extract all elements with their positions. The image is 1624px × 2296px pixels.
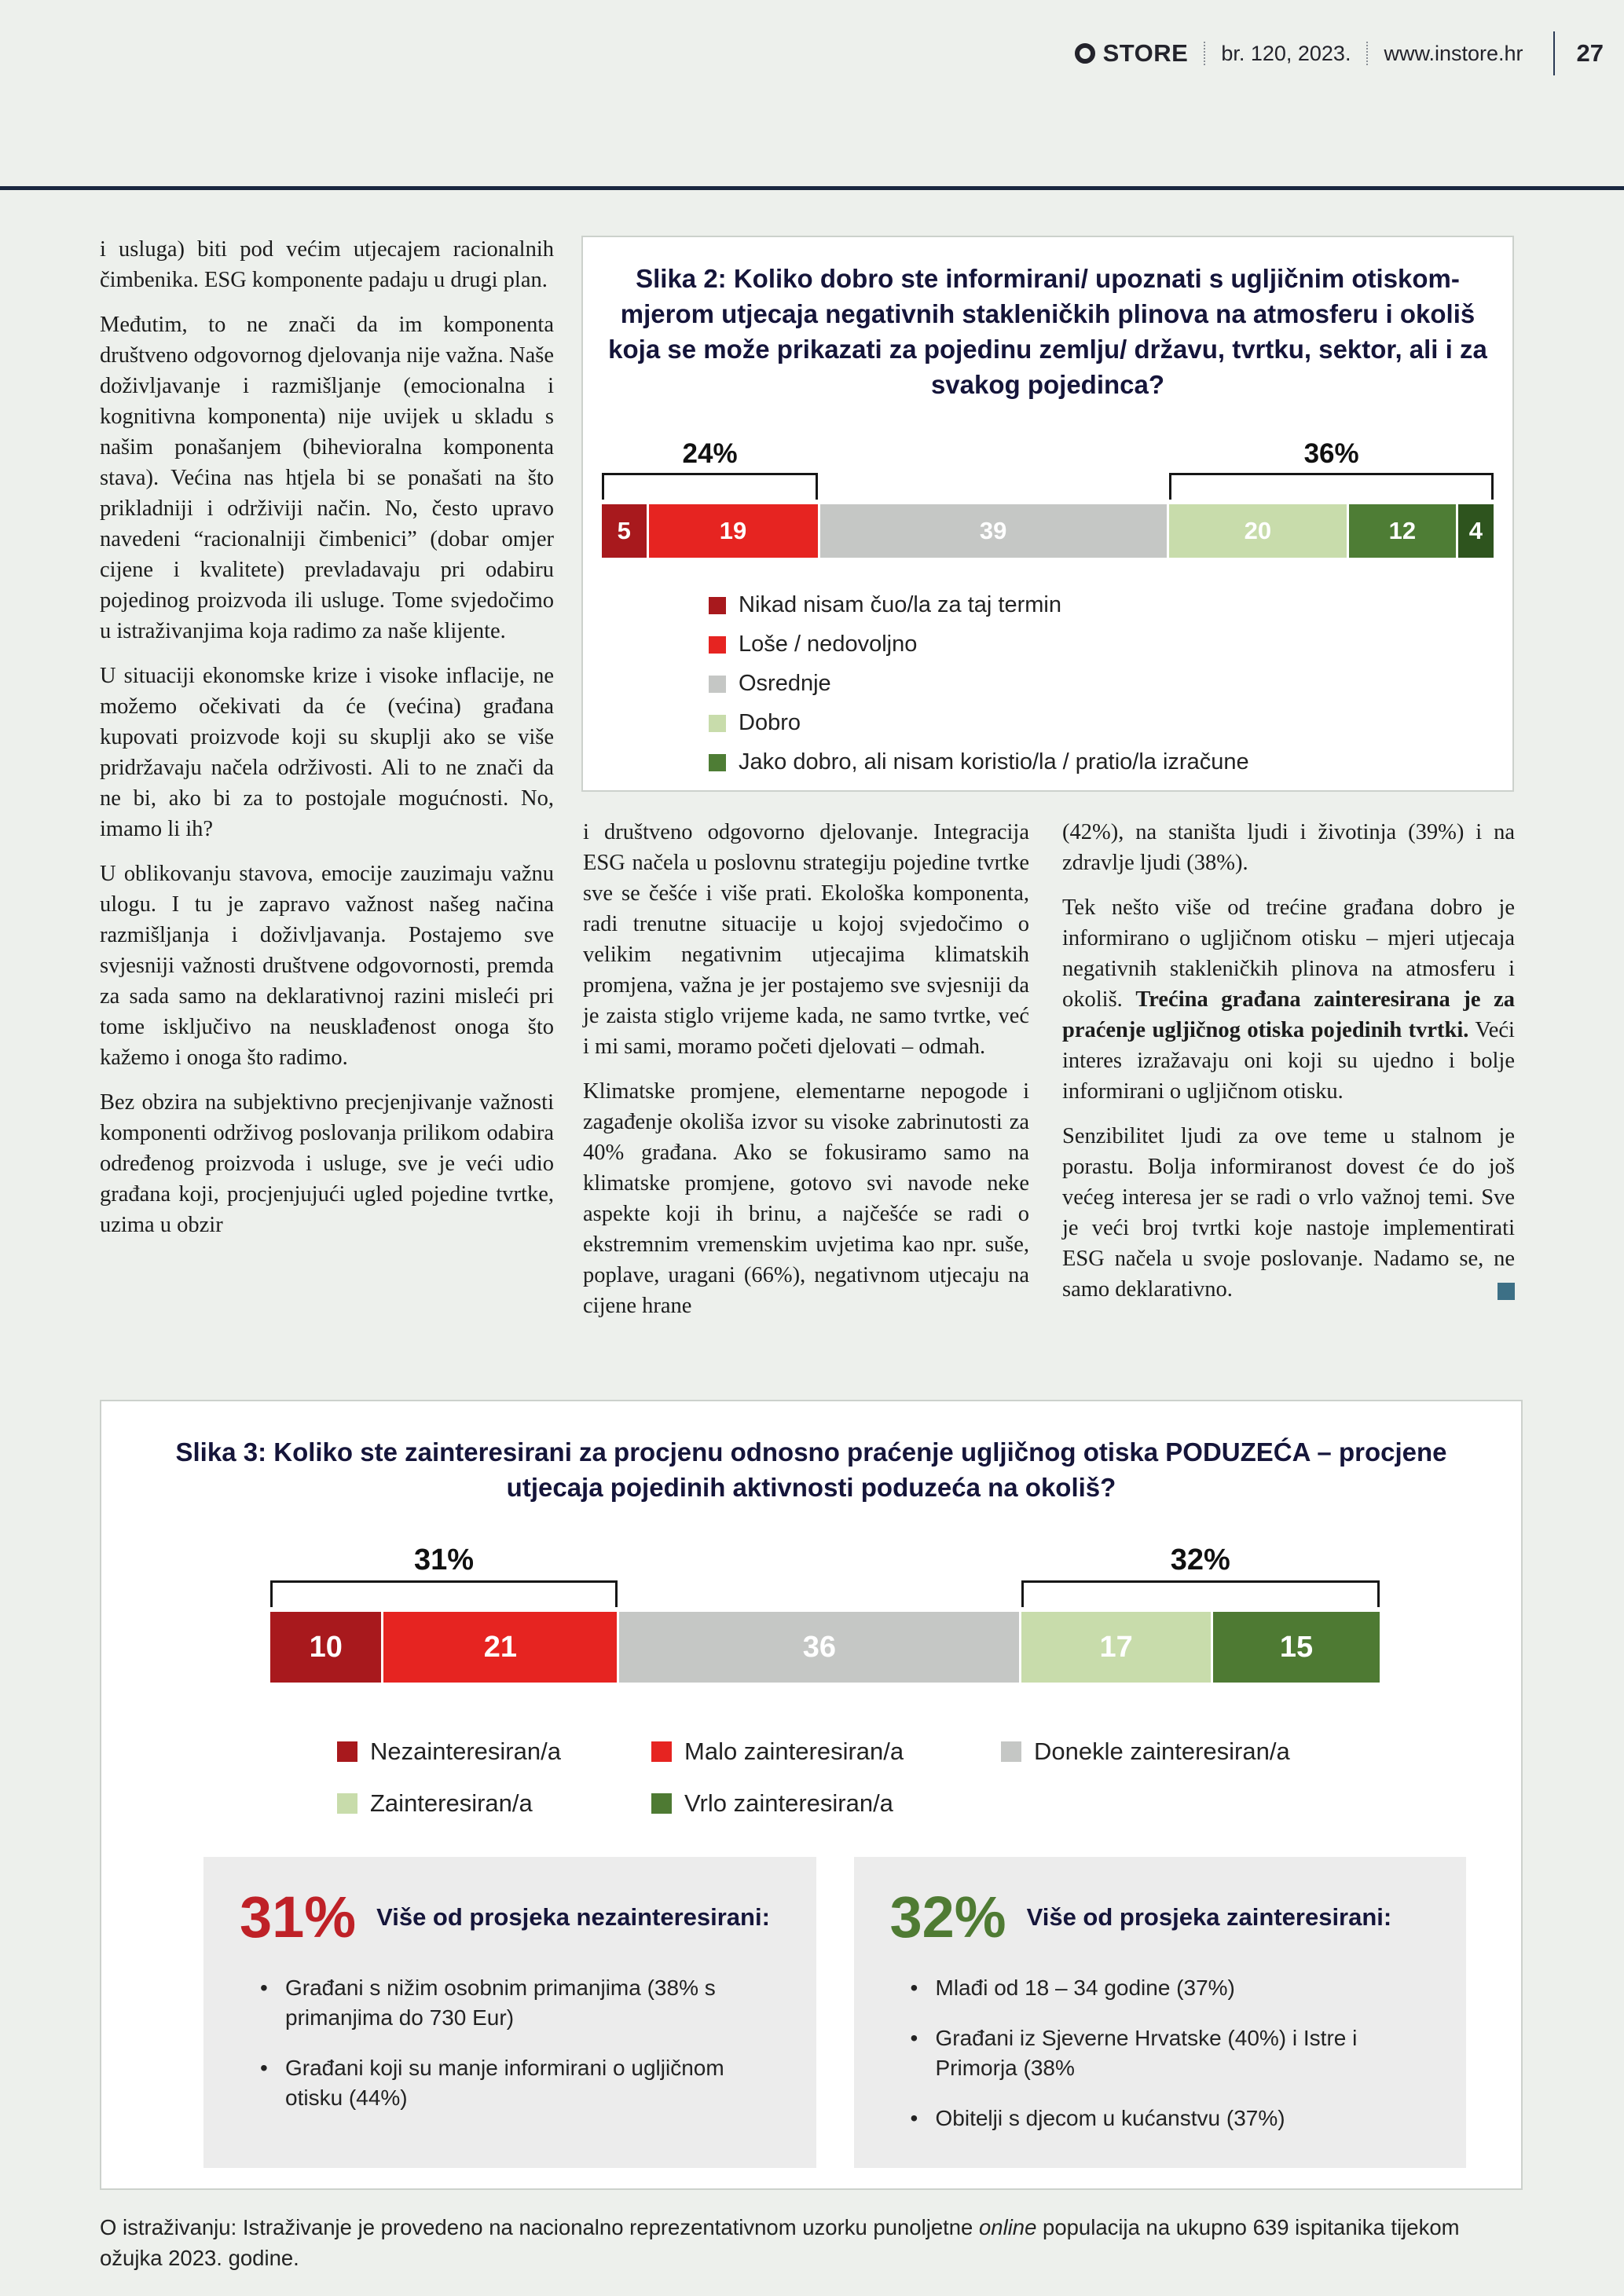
summary-box-uninterested	[203, 1857, 816, 2168]
article-paragraph	[1062, 892, 1515, 1107]
legend-item	[337, 1789, 651, 1818]
bar-segment: 4	[1458, 504, 1494, 558]
bracket	[270, 1543, 618, 1607]
legend-item	[709, 749, 1494, 775]
website-url[interactable]: www.instore.hr	[1384, 41, 1523, 65]
legend-label: Jako dobro, ali nisam koristio/la / pratio/la izračune	[739, 749, 1249, 774]
legend-label: Zainteresiran/a	[370, 1789, 533, 1817]
summary-title: Više od prosjeka nezainteresirani:	[376, 1903, 770, 1931]
legend-label: Dobro	[739, 710, 801, 735]
summary-header	[889, 1884, 1431, 1950]
article-paragraph: i društveno odgovorno djelovanje. Integracija ESG načela u poslovnu strategiju pojedine tvrtke sve se češće i više prati. Ekološka komponenta, radi trenutne situacije u kojoj svjedočimo o velikim negativnim utjecajima klimatskih promjena, važna je jer postajemo sve svjesniji da je zaista stiglo vrijeme kada, ne samo tvrtke, već i mi sami, moramo početi djelovati – odmah.	[583, 820, 1029, 1059]
research-footnote	[100, 2212, 1523, 2273]
bar-segment: 12	[1349, 504, 1456, 558]
summary-box-interested	[854, 1857, 1467, 2168]
instore-logo	[1075, 39, 1189, 68]
footnote-text: O istraživanju: Istraživanje je provedeno na nacionalno reprezentativnom uzorku punoljetne	[100, 2215, 979, 2239]
footnote-italic-text: online	[979, 2215, 1037, 2239]
bracket	[1169, 438, 1494, 500]
legend-swatch	[1001, 1741, 1021, 1762]
paragraph-text: Tek nešto više od trećine građana dobro je informirano o ugljičnom otisku – mjeri utjecaja negativnih stakleničkih plinova na atmosferu i okoliš.	[1062, 895, 1515, 1012]
header-rule	[0, 186, 1624, 190]
bar-segment: 10	[270, 1612, 381, 1683]
legend-label: Osrednje	[739, 671, 831, 696]
legend-swatch	[709, 597, 726, 614]
figure-3-legend	[337, 1738, 1521, 1818]
figure-2-legend	[709, 592, 1494, 775]
bracket-percentage-label: 24%	[682, 438, 738, 469]
legend-item	[709, 710, 1494, 736]
footnote-text: populacija na ukupno 639 ispitanika tijekom ožujka 2023. godine.	[100, 2215, 1460, 2270]
bullet-item: • Građani koji su manje informirani o ugljičnom otisku (44%)	[260, 2053, 780, 2113]
page-header	[0, 31, 1604, 75]
summary-percentage: 31%	[240, 1884, 357, 1950]
legend-item	[337, 1738, 651, 1766]
legend-item	[709, 592, 1494, 618]
article-paragraph	[1062, 1121, 1515, 1305]
summary-boxes	[203, 1857, 1466, 2168]
end-of-article-mark	[1498, 1283, 1515, 1300]
issue-number: br. 120, 2023.	[1221, 41, 1351, 65]
summary-header	[240, 1884, 780, 1950]
instore-logo-icon	[1075, 43, 1095, 64]
legend-swatch	[709, 636, 726, 654]
figure-2-bar-area	[602, 424, 1494, 558]
header-separator	[1366, 42, 1368, 65]
legend-label: Nikad nisam čuo/la za taj termin	[739, 592, 1061, 617]
legend-item	[709, 671, 1494, 697]
legend-swatch	[337, 1793, 357, 1814]
bullet-item: • Građani s nižim osobnim primanjima (38% s primanjima do 730 Eur)	[260, 1973, 780, 2033]
legend-label: Malo zainteresiran/a	[684, 1738, 904, 1765]
article-column-3	[1062, 817, 1515, 1319]
article-column-2	[583, 817, 1029, 1335]
article-column-1	[100, 234, 554, 1254]
figure-3-bar-area	[270, 1532, 1380, 1683]
legend-label: Donekle zainteresiran/a	[1034, 1738, 1290, 1765]
bar-segment: 5	[602, 504, 647, 558]
page-number: 27	[1553, 31, 1604, 75]
legend-swatch	[651, 1741, 672, 1762]
article-paragraph: (42%), na staništa ljudi i životinja (39%) i na zdravlje ljudi (38%).	[1062, 820, 1515, 875]
figure-3-brackets	[270, 1532, 1380, 1612]
summary-percentage: 32%	[889, 1884, 1006, 1950]
article-paragraph: Bez obzira na subjektivno precjenjivanje važnosti komponenti održivog poslovanja prilikom odabira određenog proizvoda i usluge, sve je veći udio građana koji, procjenjujući ugled pojedine tvrtke, uzima u obzir	[100, 1090, 554, 1237]
bullet-item: • Mlađi od 18 – 34 godine (37%)	[911, 1973, 1431, 2003]
figure-2-title: Slika 2: Koliko dobro ste informirani/ upoznati s ugljičnim otiskom-mjerom utjecaja negativnih stakleničkih plinova na atmosferu i okoliš koja se može prikazati za pojedinu zemlju/ državu, tvrtku, sektor, ali i za svakog pojedinca?	[608, 264, 1487, 399]
bullet-item: • Obitelji s djecom u kućanstvu (37%)	[911, 2104, 1431, 2133]
figure-3-stacked-bar	[270, 1612, 1380, 1683]
bullet-item: • Građani iz Sjeverne Hrvatske (40%) i Istre i Primorja (38%	[911, 2023, 1431, 2083]
bar-segment: 39	[820, 504, 1167, 558]
bracket	[602, 438, 818, 500]
legend-item	[651, 1789, 1001, 1818]
article-paragraph: Klimatske promjene, elementarne nepogode i zagađenje okoliša izvor su visoke zabrinutosti za 40% građana. Ako se fokusiramo samo na klimatske promjene, gotovo svi navode neke aspekte koji ih brinu, a najčešće se radi o ekstremnim vremenskim uvjetima kao npr. suše, poplave, uragani (66%), negativnom utjecaju na cijene hrane	[583, 1079, 1029, 1318]
article-paragraph: U oblikovanju stavova, emocije zauzimaju važnu ulogu. I tu je zapravo važnost našeg načina razmišljanja i doživljavanja. Postajemo sve svjesniji važnosti društvene odgovornosti, premda za sada samo na deklarativnoj razini misleći pri tome isključivo na neusklađenost onoga što kažemo i onoga što radimo.	[100, 862, 554, 1070]
article-paragraph: i usluga) biti pod većim utjecajem racionalnih čimbenika. ESG komponente padaju u drugi plan.	[100, 237, 554, 292]
legend-label: Loše / nedovoljno	[739, 632, 918, 657]
figure-2-panel	[581, 236, 1514, 792]
brand-name: STORE	[1102, 39, 1189, 67]
legend-swatch	[337, 1741, 357, 1762]
legend-item	[651, 1738, 1001, 1766]
figure-2-brackets	[602, 424, 1494, 504]
legend-swatch	[709, 676, 726, 693]
bracket-percentage-label: 36%	[1303, 438, 1359, 469]
paragraph-text: Veći interes izražavaju oni koji su ujedno i bolje informirani o ugljičnom otisku.	[1062, 1018, 1515, 1104]
bracket	[1021, 1543, 1380, 1607]
article-paragraph: U situaciji ekonomske krize i visoke inflacije, ne možemo očekivati da će (većina) građana kupovati proizvode koji su skuplji ako se više pridržavaju načela održivosti. Ali to ne znači da ne bi, ako bi za to postojale mogućnosti. No, imamo li ih?	[100, 664, 554, 841]
bar-segment: 36	[619, 1612, 1019, 1683]
legend-item	[709, 632, 1494, 657]
legend-swatch	[709, 715, 726, 732]
summary-bullet-list	[240, 1973, 780, 2113]
header-separator	[1204, 42, 1205, 65]
legend-item	[1001, 1738, 1521, 1766]
bar-segment: 19	[649, 504, 818, 558]
legend-label: Nezainteresiran/a	[370, 1738, 561, 1765]
summary-title: Više od prosjeka zainteresirani:	[1026, 1903, 1392, 1931]
figure-3-title: Slika 3: Koliko ste zainteresirani za procjenu odnosno praćenje ugljičnog otiska PODUZEĆA – procjene utjecaja pojedinih aktivnosti poduzeća na okoliš?	[175, 1437, 1447, 1502]
summary-bullet-list	[890, 1973, 1431, 2133]
legend-swatch	[651, 1793, 672, 1814]
bracket-percentage-label: 31%	[414, 1543, 475, 1576]
legend-swatch	[709, 754, 726, 771]
bracket-percentage-label: 32%	[1170, 1543, 1230, 1576]
legend-label: Vrlo zainteresiran/a	[684, 1789, 893, 1817]
bar-segment: 21	[383, 1612, 617, 1683]
figure-2-stacked-bar	[602, 504, 1494, 558]
bar-segment: 20	[1169, 504, 1347, 558]
paragraph-bold-text: Trećina građana zainteresirana je za praćenje ugljičnog otiska pojedinih tvrtki.	[1062, 987, 1515, 1042]
bar-segment: 15	[1213, 1612, 1380, 1683]
article-paragraph: Međutim, to ne znači da im komponenta društveno odgovornog djelovanja nije važna. Naše doživljavanje i razmišljanje (emocionalna i kognitivna komponenta) nije uvijek u skladu s našim ponašanjem (bihevioralna komponenta stava). Većina nas htjela bi se ponašati na što prikladniji i održiviji način. No, često upravo navedeni “racionalniji čimbenici” (dobar omjer cijene i kvalitete) prevladavaju pri odabiru pojedinog proizvoda ili usluge. Tome svjedočimo u istraživanjima koja radimo za naše klijente.	[100, 313, 554, 643]
figure-3-panel	[100, 1400, 1523, 2190]
paragraph-text: Senzibilitet ljudi za ove teme u stalnom je porastu. Bolja informiranost dovest će do još većeg interesa jer se radi o vrlo važnoj temi. Sve je veći broj tvrtki koje nastoje implementirati ESG načela u svoje poslovanje. Nadamo se, ne samo deklarativno.	[1062, 1124, 1515, 1302]
bar-segment: 17	[1021, 1612, 1210, 1683]
